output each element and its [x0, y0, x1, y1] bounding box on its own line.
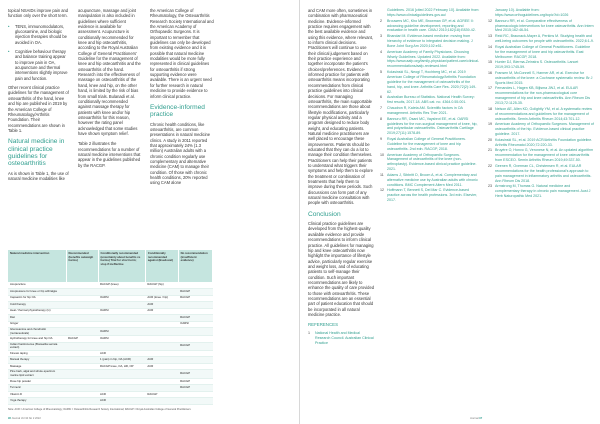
table-header-cell: Conditionally recommended (uncertainty about benefits vs harms) Trial for short term; stop if ineffective	[98, 250, 145, 282]
reference-item	[488, 8, 594, 18]
table-cell: OARSI	[98, 295, 145, 302]
table-cell: ACR	[98, 398, 145, 405]
page-gutter	[299, 0, 300, 424]
references-column-3	[488, 8, 594, 200]
table-cell: Heat / thermal physiotherapy (tx)	[8, 308, 66, 315]
section-heading: Conclusion	[308, 210, 341, 218]
reference-number: 20	[488, 137, 492, 142]
reference-item	[488, 164, 594, 184]
issue-label: Vol 34 No 2 2022	[20, 417, 41, 420]
reference-text: Hoffmann T, Bennett S, Del Mar C. Evidence-based practice across the health professions. 3rd edn. Elsevier, 2017.	[387, 188, 478, 203]
table-cell: ACR (knee / hip)	[145, 295, 178, 302]
right-footer	[470, 416, 482, 422]
reference-text: American Academy of Orthopaedic Surgeons. Management of osteoarthritis of the knee (non-arthroplasty). Evidence-based clinical practice guideline. 2021.	[387, 152, 477, 172]
table-header-row	[8, 250, 213, 282]
table-cell: RACGP	[178, 289, 212, 296]
reference-text: Australian Bureau of Statistics. National Health Survey: first results, 2017-18. ABS cat. no. 4364.0.55.001.	[387, 95, 475, 105]
journal-name: Journal	[11, 417, 21, 420]
table-cell: RACGP (knee)	[98, 282, 145, 289]
table-footnote: Note: ACR = American College of Rheumatology; OARSI = Osteoarthritis Research Society International; RACGP = Royal Australian College of General Practitioners	[8, 408, 191, 411]
paragraph: Clinical practice guidelines are developed from the highest-quality available evidence and provide recommendations to inform clinical practice. All guidelines for managing hip and knee osteoarthritis now highlight the importance of lifestyle advice, particularly regular exercise and weight loss, and of educating patients to self-manage their condition. Such important recommendations are likely to enhance the quality of care provided to those with osteoarthritis. These recommendations are an essential part of patient education that should be incorporated in all natural medicine practice.	[308, 221, 374, 317]
table-cell	[98, 370, 145, 378]
reference-number: 9	[380, 137, 382, 142]
reference-number: 16	[488, 70, 492, 75]
reference-number: 3	[380, 34, 382, 39]
reference-text: Fransen M, McConnell S, Harmer AR, et al. Exercise for osteoarthritis of the knee: a Cochrane systematic review. Br J Sports Med 2015.	[495, 70, 593, 85]
reference-item	[488, 148, 594, 163]
paragraph: As is shown in Table 1, the use of natural medicine modalities like	[8, 170, 69, 182]
table-cell: Indian frankincense (Boswellia serrata extract)	[8, 342, 66, 350]
reference-item	[488, 107, 594, 122]
reference-number: 21	[488, 148, 492, 153]
table-cell: Yoga therapy	[8, 398, 66, 405]
table-cell: ACR	[98, 391, 145, 398]
page-number: 97	[479, 417, 483, 420]
table-cell: RACGP	[145, 391, 178, 398]
table-cell: RACGP knee, OA, HR, OP	[98, 363, 145, 370]
table-cell	[145, 370, 178, 378]
table-cell: RACGP	[178, 315, 212, 322]
section-heading: Evidence-informed practice	[150, 103, 205, 119]
reference-number: 1	[308, 331, 310, 336]
left-column-1	[8, 8, 70, 187]
reference-item	[380, 173, 480, 188]
reference-text: Reid RC, Braunack-Mayer A, Perkins M. Studying health and well-being outcomes for people with osteoarthritis. 2022;6:1-9.	[495, 34, 594, 44]
table-cell: Acupuncture	[8, 282, 66, 289]
table-header-cell: Natural medicine intervention	[8, 250, 66, 282]
reference-number: 8	[380, 116, 382, 121]
reference-text: January 10). Available from: https://www.orthoguidelines.org/topic?id=1026	[495, 8, 569, 17]
reference-number: 13	[488, 34, 492, 39]
section-heading: Natural medicine in clinical practice guidelines for osteoarthritis	[8, 138, 65, 168]
reference-item	[308, 331, 374, 346]
table-row	[8, 398, 213, 405]
list-item: • Cognitive behaviour therapy and balance training appear to improve pain in OA, acupuncture and thermal interventions slightly improve pain and function.	[8, 49, 70, 81]
table-cell: Massage	[8, 363, 66, 370]
table-cell: Rose hip powder	[8, 378, 66, 385]
table-cell: RACGP	[178, 295, 212, 302]
table-cell	[178, 398, 212, 405]
table-cell: RACGP (hip)	[145, 282, 178, 289]
table-body	[8, 282, 213, 404]
paragraph: the American College of Rheumatology, the Osteoarthritis Research Society International and the American Academy of Orthopaedic Surgeons. It is important to remember that guidelines can only be developed from existing evidence and it is possible that natural medicine modalities would be more fully represented in clinical guidelines for osteoarthritis if strong supporting evidence were available. There is an urgent need for further research in natural medicine to provide evidence to inform clinical practice.	[150, 8, 214, 99]
table-cell: RACGP	[178, 385, 212, 392]
table-cell: ACR	[145, 357, 178, 364]
reference-number: 11	[380, 172, 384, 177]
reference-item	[488, 86, 594, 106]
recommendations-table	[8, 250, 213, 405]
table-cell: OARSI	[98, 328, 145, 336]
list-item: • TENS, immunomodulators, glucosamine, and biologic injection therapies should be avoided in OA.	[8, 24, 70, 45]
reference-text: Royal Australian College of General Practitioners. Guideline for the management of knee and hip osteoarthritis. 2nd edn. RACGP, 2018.	[387, 137, 466, 151]
reference-item	[488, 71, 594, 86]
left-column-3	[150, 8, 215, 191]
table-cell	[66, 328, 98, 336]
reference-number: 15	[488, 60, 492, 65]
table-cell	[66, 398, 98, 405]
table-cell: RACGP	[178, 378, 212, 385]
table-cell: Cold therapy	[8, 302, 66, 309]
table-cell: Ginger	[8, 321, 66, 328]
reference-item	[380, 137, 480, 152]
table-cell: Turmeric	[8, 385, 66, 392]
left-column-2	[78, 8, 142, 173]
reference-item	[380, 19, 480, 34]
table-cell	[66, 370, 98, 378]
table-cell: ACR	[145, 363, 178, 370]
table-cell: Capsaicin for hip OA	[8, 295, 66, 302]
reference-list	[308, 331, 374, 346]
table-cell: OARSI	[98, 336, 145, 343]
reference-number: 12	[380, 188, 384, 193]
reference-item	[488, 122, 594, 137]
table-header-cell: Conditionally recommended against (Bsedocat)	[145, 250, 178, 282]
table-cell	[98, 342, 145, 350]
page-number: 96	[8, 417, 11, 420]
table-cell: Pine bark, algal and whole-spectrum marine lipid extract	[8, 370, 66, 378]
reference-text: Geenen R, Overman CL, Christensen R, et al. EULAR recommendations for the health professional's approach to pain management in inflammatory arthritis and osteoarthritis. Ann Rheum Dis 2018.	[495, 163, 592, 183]
reference-item	[380, 34, 480, 49]
reference-text: Royal Australian College of General Practitioners. Guideline for the management of knee and hip osteoarthritis. East Melbourne: RACGP, 2018.	[495, 44, 591, 59]
reference-item	[488, 60, 594, 70]
table-cell: 1 (pain) in hip, OA (ACR)	[98, 357, 145, 364]
paragraph: acupuncture, massage and joint manipulation is also included in guidelines where sufficient evidence is available for assessment. Acupuncture is conditionally recommended for knee and hip osteoarthritis, according to the Royal Australian College of General Practitioners’ Guideline for the management of knee and hip osteoarthritis and the osteoarthritis of the hand. Research into the effectiveness of massage on osteoarthritis of the hand, knee and hip, on the other hand, is limited by the risk of bias from small trials. Bulanadi et al. conditionally recommended against massage therapy for patients with knee and/or hip osteoarthritis for this reason, however the rating panel acknowledged that some studies have shown symptom relief.	[78, 8, 141, 136]
table-header-cell: No recommendation (insufficient evidence)	[178, 250, 212, 282]
reference-number: 22	[488, 163, 492, 168]
reference-number: 7	[380, 106, 382, 110]
reference-item	[488, 45, 594, 60]
paragraph: Other recent clinical practice guidelines for the management of osteoarthritis of the hand, knee and hip are published in 2019 by the American College of Rheumatology/Arthritis Foundation. Their recommendations are shown in Table 1.	[8, 85, 69, 133]
bullet-list	[8, 24, 70, 81]
table-cell: RACGP	[66, 336, 98, 343]
reference-item	[380, 8, 480, 18]
table-cell: Glucosamine and chondroitin (nutraceuticals)	[8, 328, 66, 336]
reference-text: Kolasinski SL, et al. 2019 ACR/Arthritis Foundation guideline. Arthritis Rheumatol 2020;72:220-33.	[495, 137, 593, 147]
reference-number: 19	[488, 122, 492, 127]
table-cell: Hydrotherapy for knee and hip OA	[8, 336, 66, 343]
reference-text: Nelson AE, Allen KD, Golightly YM, et al. A systematic review of recommendations and guidelines for the management of osteoarthritis. Semin Arthritis Rheum 2014;43:701-12.	[495, 106, 593, 121]
table-cell: ACR	[98, 350, 145, 357]
reference-text: Brouwers MC, Kho ME, Browman GP, et al. AGREE II: advancing guideline development, reporting and evaluation in health care. CMAJ 2010;182(18):E839-42.	[387, 18, 476, 33]
table-cell: OARSI	[178, 321, 212, 328]
reference-text: Fernandes L, Hagen KB, Bijlsma JWJ, et al. EULAR recommendations for the non-pharmacological core management of hip and knee osteoarthritis. Ann Rheum Dis 2013;72:1125-35.	[495, 86, 591, 106]
table-row	[8, 328, 213, 336]
reference-number: 14	[488, 44, 492, 49]
table-row	[8, 370, 213, 378]
reference-number: 5	[380, 70, 382, 75]
table-cell: Kinesio taping	[8, 350, 66, 357]
table-cell	[145, 328, 178, 336]
reference-number: 10	[380, 152, 384, 157]
reference-text: Hunter DJ, Bierma-Zeinstra S. Osteoarthritis. Lancet 2019;393:1745-59.	[495, 60, 579, 70]
table-cell: ACR	[145, 302, 178, 309]
reference-number: 23	[488, 184, 492, 189]
table-cell: Manual therapy	[8, 357, 66, 364]
reference-text: American Academy of Orthopaedic Surgeons. Management of osteoarthritis of the hip. Evidence-based clinical practice guideline. 2017.	[495, 122, 594, 137]
reference-item	[488, 138, 594, 148]
reference-number: 2	[380, 18, 382, 23]
reference-text: Bannuru RR, et al. Comparative effectiveness of pharmacologic interventions for knee osteoarthritis. Ann Intern Med 2015;162:46-54.	[495, 18, 594, 33]
left-footer	[8, 416, 41, 422]
journal-name: Journal	[470, 417, 479, 420]
reference-text: Bruyère O, Honvo G, Veronese N, et al. An updated algorithm recommendation for the management of knee osteoarthritis from ESCEO. Semin Arthritis Rheum 2019;49:337-50.	[495, 148, 594, 163]
reference-item	[488, 34, 594, 44]
reference-item	[380, 70, 480, 95]
paragraph: and CAM more often, sometimes in combination with pharmaceutical medicine. Evidence-informed practice requires engagement with the best available evidence and using this evidence, where relevant, to inform clinical decisions. Practitioners will continue to use their clinical judgement based on their practice experience and together incorporate the patient’s choices/preferences. Evidence-informed practice for patients with osteoarthritis means incorporating recommendations from clinical practice guidelines into clinical decisions. For managing osteoarthritis, the main supportable recommendations are those about lifestyle modifications, particularly regular physical activity and a program designed to reduce body weight, and educating patients. Natural medicine practitioners are well placed to encourage these improvements. Patients should be educated that they can do a lot to manage their condition themselves. Practitioners can help their patients to understand what triggers their symptoms and help them to explore the treatment or combination of treatments that help them to improve during these periods. Such discussions can form part of any natural medicine consultation with people with osteoarthritis.	[308, 8, 374, 206]
reference-item	[380, 188, 480, 203]
reference-number: 18	[488, 106, 492, 111]
reference-text: Bannuru RR, Osani MC, Vaysbrot EE, et al. OARSI guidelines for the non-surgical management of knee, hip, and polyarticular osteoarthritis. Osteoarthritis Cartilage 2019;27(11):1578-89.	[387, 116, 478, 136]
table-cell: RACGP	[178, 342, 212, 350]
reference-text: Bhandari M. Evidence-based medicine: moving from hierarchy of evidence to integrated decision making. J Bone Joint Surg Am 2020;102:e51.	[387, 34, 473, 48]
references-heading: REFERENCES	[308, 322, 339, 328]
paragraph: topical NSAIDs improve pain and function only over the short term.	[8, 8, 69, 19]
table-cell: Acupressure for knee or hip arthralgia	[8, 289, 66, 296]
right-column-1	[308, 8, 374, 347]
table-header-cell: Recommended (benefits outweigh harms)	[66, 250, 98, 282]
reference-text: American Academy of Family Physicians. Choosing Wisely Guidelines. Updated 2022. Available from: https://www.aafp.org/family-physician/patient-care/clinical-recommendations/aafp-reviewed.html	[387, 49, 480, 69]
reference-text: Guidelines. 2016 [cited 2022 February 10]. Available from: https://www.clinicalguidelines.gov.au/	[387, 8, 480, 17]
reference-text: Adams J, Sibbritt D, Broom A, et al. Complementary and alternative medicine use by Australian adults with chronic conditions. BMC Complement Altern Med 2011.	[387, 172, 478, 187]
reference-number: 17	[488, 86, 492, 91]
reference-number: 4	[380, 49, 382, 54]
table-cell: Diet	[8, 315, 66, 322]
paragraph: Chronic health conditions, like osteoarthritis, are common presentations in natural medicine clinics. A study in 2011 reported that approximately 24% (1.3 million) Australian adults with a chronic condition regularly use complementary and alternative medicine (CAM) to manage their condition. Of those with chronic health conditions, 20% reported using CAM alone	[150, 121, 211, 186]
reference-item	[380, 106, 480, 116]
reference-text: National Health and Medical Research Council. Australian Clinical Practice	[315, 331, 374, 346]
reference-item	[380, 95, 480, 105]
table-cell	[145, 398, 178, 405]
paragraph: Table 2 illustrates the recommendations for a number of natural medicine interventions that appear in the guidelines published by the RACGP.	[78, 141, 141, 168]
table-cell: Vitamin D	[8, 391, 66, 398]
table-cell: OARSI	[98, 308, 145, 315]
reference-text: Armstrong M, Thomas G. Natural medicine and complementary therapy in chronic pain management. Aust J Herb Naturopathic Med 2021.	[495, 184, 591, 199]
reference-text: Chaudron R, Kaleta AM. Scientific factors in OA management. Arthritis Res Ther 2021.	[387, 106, 463, 115]
table-cell: RACGP	[178, 370, 212, 378]
table-cell	[145, 342, 178, 350]
reference-number: 6	[380, 95, 382, 100]
reference-item	[380, 117, 480, 137]
reference-number: 12	[488, 18, 492, 23]
reference-item	[380, 50, 480, 70]
reference-item	[488, 184, 594, 199]
table-row	[8, 342, 213, 350]
references-column-2	[380, 8, 480, 204]
table-cell	[178, 328, 212, 336]
reference-text: Kolasinski SL, Neogi T, Hochberg MC, et al. 2019 American College of Rheumatology/Arthritis Foundation guideline for the management of osteoarthritis of the hand, hip, and knee. Arthritis Care Res. 2020;72(2):149-62.	[387, 70, 477, 94]
reference-item	[488, 19, 594, 34]
reference-item	[380, 153, 480, 173]
table-cell	[66, 342, 98, 350]
table-cell: ACR	[145, 308, 178, 315]
